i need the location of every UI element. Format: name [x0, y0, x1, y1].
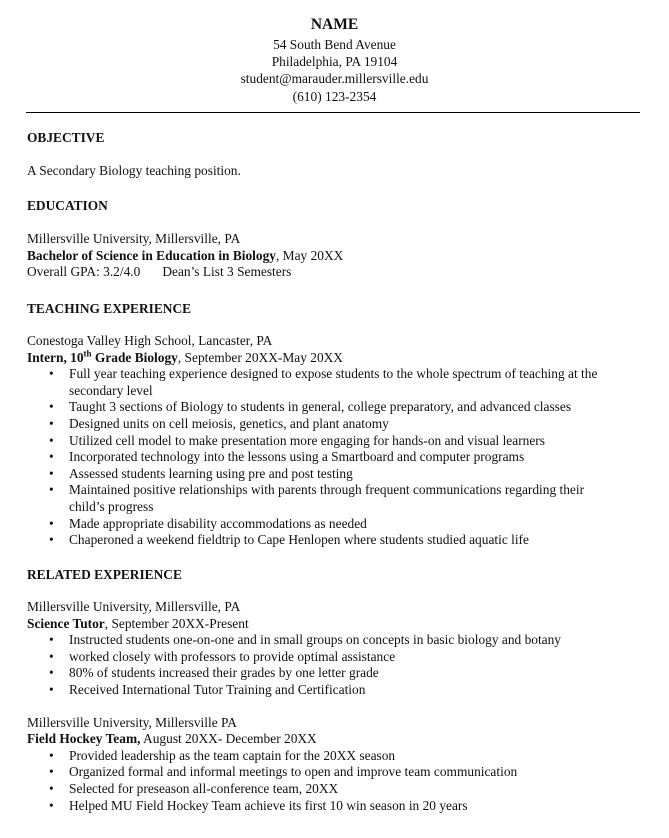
list-item-text: Utilized cell model to make presentation more engaging for hands-on and visual learners — [69, 432, 545, 448]
bullet-icon: • — [49, 366, 54, 382]
resume-header — [0, 16, 669, 105]
list-item-text: Instructed students one-on-one and in small groups on concepts in basic biology and botany — [69, 632, 562, 648]
list-item — [27, 748, 647, 765]
list-item — [27, 682, 647, 699]
bullet-icon: • — [49, 432, 54, 448]
list-item-text: Designed units on cell meiosis, genetics, and plant anatomy — [69, 415, 389, 431]
list-item-text: Full year teaching experience designed to expose students to the whole spectrum of teaching at the — [69, 366, 598, 382]
related-section — [27, 567, 647, 814]
bullet-icon: • — [49, 415, 54, 431]
teaching-school: Conestoga Valley High School, Lancaster, PA — [27, 333, 273, 348]
teaching-role-grade: Grade Biology — [91, 349, 178, 365]
list-item-text: Helped MU Field Hockey Team achieve its first 10 win season in 20 years — [69, 797, 468, 813]
education-gpa-line — [27, 264, 647, 281]
header-divider — [26, 112, 640, 113]
bullet-icon: • — [49, 482, 54, 498]
bullet-icon: • — [49, 665, 54, 681]
bullet-icon: • — [49, 764, 54, 780]
list-item — [27, 516, 647, 533]
list-item-text: Assessed students learning using pre and post testing — [69, 465, 353, 481]
related-job2-role-line — [27, 731, 647, 748]
list-item — [27, 366, 647, 383]
objective-text: A Secondary Biology teaching position. — [27, 163, 241, 178]
list-item-text: Chaperoned a weekend fieldtrip to Cape Henlopen where students studied aquatic life — [69, 532, 529, 548]
objective-section — [27, 130, 647, 180]
list-item-text: 80% of students increased their grades by one letter grade — [69, 665, 379, 681]
objective-heading: OBJECTIVE — [27, 130, 105, 145]
bullet-icon: • — [49, 399, 54, 415]
email-address: student@marauder.millersville.edu — [240, 71, 429, 87]
education-degree-date: , May 20XX — [275, 247, 344, 263]
list-item-text: Selected for preseason all-conference team, 20XX — [69, 780, 339, 796]
education-degree-line — [27, 248, 647, 265]
list-item — [27, 399, 647, 416]
teaching-bullet-list — [27, 366, 647, 549]
related-job2-dates: August 20XX- December 20XX — [140, 731, 317, 747]
list-item-text: Taught 3 sections of Biology to students in general, college preparatory, and advanced classes — [69, 399, 572, 415]
bullet-icon: • — [49, 797, 54, 813]
list-item — [27, 482, 647, 499]
education-degree: Bachelor of Science in Education in Biology — [27, 247, 276, 263]
related-job2-org: Millersville University, Millersville PA — [27, 714, 237, 730]
list-item — [27, 416, 647, 433]
list-item — [27, 764, 647, 781]
bullet-icon: • — [49, 747, 54, 763]
bullet-icon: • — [49, 681, 54, 697]
address-line-1: 54 South Bend Avenue — [273, 37, 396, 52]
bullet-icon: • — [49, 632, 54, 648]
teaching-role-line — [27, 350, 647, 367]
list-item — [27, 649, 647, 666]
list-item-text: Maintained positive relationships with parents through frequent communications regarding their — [69, 482, 585, 498]
teaching-dates: , September 20XX-May 20XX — [177, 349, 343, 365]
teaching-role — [27, 350, 178, 365]
bullet-icon: • — [49, 465, 54, 481]
teaching-section — [27, 301, 647, 549]
list-item — [27, 466, 647, 483]
list-item-text: child’s progress — [69, 498, 154, 514]
related-job1-org: Millersville University, Millersville, PA — [27, 599, 241, 614]
bullet-icon: • — [49, 515, 54, 531]
education-gpa: Overall GPA: 3.2/4.0 — [27, 264, 141, 280]
related-job1-bullet-list — [27, 632, 647, 698]
teaching-role-part: Intern, 10 — [27, 349, 84, 365]
list-item — [27, 532, 647, 549]
bullet-icon: • — [49, 532, 54, 548]
list-item — [27, 781, 647, 798]
phone-number: (610) 123-2354 — [292, 88, 377, 104]
list-item — [27, 449, 647, 466]
list-item-text: secondary level — [69, 382, 153, 398]
list-item-text: Organized formal and informal meetings to open and improve team communication — [69, 764, 518, 780]
list-item-text: Made appropriate disability accommodations as needed — [69, 515, 367, 531]
list-item — [27, 665, 647, 682]
bullet-icon: • — [49, 780, 54, 796]
list-item — [27, 632, 647, 649]
related-job1-dates: , September 20XX-Present — [104, 615, 249, 631]
list-item-text: Incorporated technology into the lessons using a Smartboard and computer programs — [69, 449, 525, 465]
address-line-2: Philadelphia, PA 19104 — [271, 54, 398, 70]
education-section — [27, 198, 647, 281]
education-heading: EDUCATION — [27, 198, 108, 213]
teaching-role-superscript: th — [83, 348, 92, 359]
list-item-continuation — [27, 383, 647, 400]
related-job1-role: Science Tutor — [27, 615, 105, 631]
list-item-continuation — [27, 499, 647, 516]
list-item-text: Provided leadership as the team captain for the 20XX season — [69, 747, 396, 763]
candidate-name: NAME — [310, 16, 359, 33]
related-job2-role: Field Hockey Team, — [27, 731, 141, 747]
education-honors: Dean’s List 3 Semesters — [162, 264, 292, 280]
related-heading: RELATED EXPERIENCE — [27, 567, 182, 582]
list-item — [27, 433, 647, 450]
teaching-heading: TEACHING EXPERIENCE — [27, 301, 192, 316]
list-item-text: Received International Tutor Training and Certification — [69, 681, 366, 697]
bullet-icon: • — [49, 449, 54, 465]
related-job2-bullet-list — [27, 748, 647, 814]
list-item-text: worked closely with professors to provide optimal assistance — [69, 648, 396, 664]
bullet-icon: • — [49, 648, 54, 664]
education-school: Millersville University, Millersville, PA — [27, 231, 241, 246]
related-job1-role-line — [27, 616, 647, 633]
list-item — [27, 798, 647, 815]
